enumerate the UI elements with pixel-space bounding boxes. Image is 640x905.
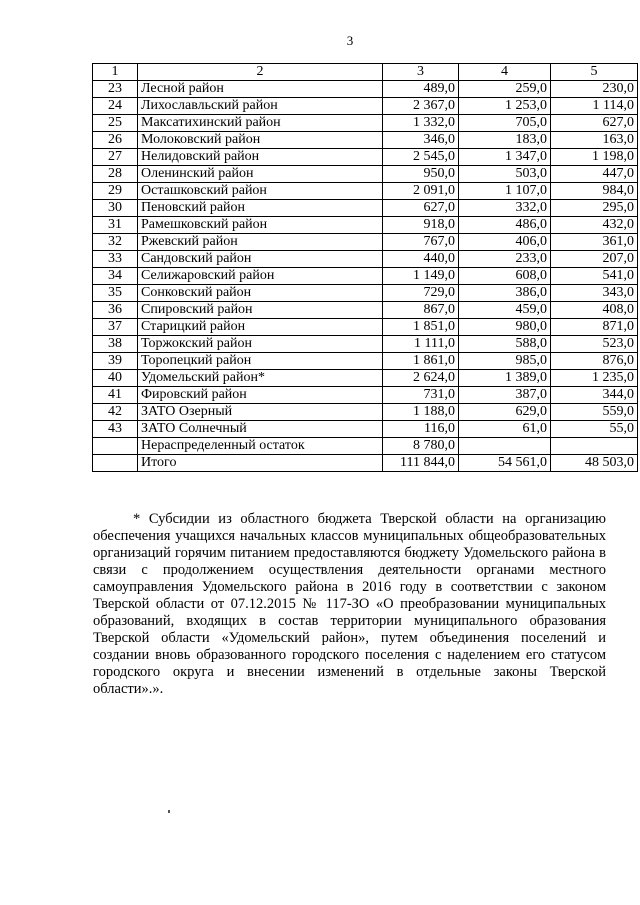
cell-district-name: Оленинский район: [138, 166, 383, 183]
table-row: [93, 149, 638, 166]
table-header-row: [93, 64, 638, 81]
cell-total-amount: 918,0: [383, 217, 459, 234]
cell-row-number: 30: [93, 200, 138, 217]
cell-district-name: Торжокский район: [138, 336, 383, 353]
cell-amount-2016: 629,0: [459, 404, 551, 421]
cell-amount-2016: 980,0: [459, 319, 551, 336]
cell-row-number: 43: [93, 421, 138, 438]
cell-total-amount: 2 545,0: [383, 149, 459, 166]
table-row: [93, 183, 638, 200]
table-row: [93, 285, 638, 302]
cell-district-name: ЗАТО Озерный: [138, 404, 383, 421]
cell-amount-2017: 163,0: [551, 132, 638, 149]
cell-total-amount: 346,0: [383, 132, 459, 149]
cell-row-number: 28: [93, 166, 138, 183]
cell-row-number: 25: [93, 115, 138, 132]
cell-amount-2016: 406,0: [459, 234, 551, 251]
cell-amount-2016: 503,0: [459, 166, 551, 183]
cell-amount-2016: 459,0: [459, 302, 551, 319]
table-row: [93, 166, 638, 183]
cell-row-number: 39: [93, 353, 138, 370]
table-row: [93, 217, 638, 234]
header-cell-amount-2016: 4: [459, 64, 551, 81]
cell-total-amount: 1 111,0: [383, 336, 459, 353]
header-cell-amount-2017: 5: [551, 64, 638, 81]
cell-district-name: Молоковский район: [138, 132, 383, 149]
cell-amount-2017: 295,0: [551, 200, 638, 217]
cell-amount-2017: 1 235,0: [551, 370, 638, 387]
cell-total-amount: 2 091,0: [383, 183, 459, 200]
cell-amount-2017: 432,0: [551, 217, 638, 234]
cell-district-name: Торопецкий район: [138, 353, 383, 370]
cell-district-name: Удомельский район*: [138, 370, 383, 387]
table-row: [93, 336, 638, 353]
cell-amount-2016: 259,0: [459, 81, 551, 98]
table-row: [93, 200, 638, 217]
cell-row-number: 34: [93, 268, 138, 285]
table-row: [93, 302, 638, 319]
cell-total-amount: 627,0: [383, 200, 459, 217]
cell-total-amount: 440,0: [383, 251, 459, 268]
table-row: [93, 421, 638, 438]
cell-row-number: 37: [93, 319, 138, 336]
cell-amount-2017: 207,0: [551, 251, 638, 268]
cell-amount-2017: 559,0: [551, 404, 638, 421]
cell-amount-2016: 233,0: [459, 251, 551, 268]
cell-district-name: Сонковский район: [138, 285, 383, 302]
cell-amount-2016: [459, 438, 551, 455]
cell-row-number: 40: [93, 370, 138, 387]
cell-total-amount: 1 851,0: [383, 319, 459, 336]
cell-district-name: ЗАТО Солнечный: [138, 421, 383, 438]
cell-total-amount: 767,0: [383, 234, 459, 251]
cell-district-name: Селижаровский район: [138, 268, 383, 285]
table-row: [93, 115, 638, 132]
cell-amount-2017: 1 114,0: [551, 98, 638, 115]
cell-amount-2017: 48 503,0: [551, 455, 638, 472]
cell-total-amount: 111 844,0: [383, 455, 459, 472]
cell-amount-2016: 386,0: [459, 285, 551, 302]
cell-district-name: Фировский район: [138, 387, 383, 404]
cell-total-amount: 1 188,0: [383, 404, 459, 421]
cell-district-name: Нелидовский район: [138, 149, 383, 166]
cell-row-number: 33: [93, 251, 138, 268]
cell-amount-2017: 523,0: [551, 336, 638, 353]
cell-amount-2017: 876,0: [551, 353, 638, 370]
cell-amount-2017: 344,0: [551, 387, 638, 404]
cell-amount-2017: 871,0: [551, 319, 638, 336]
table-row: [93, 370, 638, 387]
header-cell-district-name: 2: [138, 64, 383, 81]
table-row: [93, 455, 638, 472]
table-row: [93, 319, 638, 336]
cell-total-amount: 731,0: [383, 387, 459, 404]
table-row: [93, 387, 638, 404]
cell-district-name: Рамешковский район: [138, 217, 383, 234]
cell-total-amount: 1 861,0: [383, 353, 459, 370]
cell-amount-2016: 1 389,0: [459, 370, 551, 387]
cell-total-amount: 729,0: [383, 285, 459, 302]
cell-row-number: 27: [93, 149, 138, 166]
cell-row-number: 36: [93, 302, 138, 319]
cell-total-amount: 2 367,0: [383, 98, 459, 115]
cell-total-amount: 1 332,0: [383, 115, 459, 132]
cell-amount-2016: 183,0: [459, 132, 551, 149]
cell-amount-2017: 230,0: [551, 81, 638, 98]
cell-total-amount: 950,0: [383, 166, 459, 183]
cell-amount-2016: 608,0: [459, 268, 551, 285]
cell-amount-2016: 1 347,0: [459, 149, 551, 166]
cell-amount-2017: 984,0: [551, 183, 638, 200]
cell-district-name: Лесной район: [138, 81, 383, 98]
cell-amount-2016: 1 107,0: [459, 183, 551, 200]
cell-amount-2016: 61,0: [459, 421, 551, 438]
cell-row-number: 29: [93, 183, 138, 200]
cell-amount-2016: 1 253,0: [459, 98, 551, 115]
footnote: [93, 511, 606, 698]
cell-total-amount: 1 149,0: [383, 268, 459, 285]
table-row: [93, 98, 638, 115]
cell-district-name: Пеновский район: [138, 200, 383, 217]
cell-district-name: Ржевский район: [138, 234, 383, 251]
cell-row-number: 42: [93, 404, 138, 421]
table-row: [93, 268, 638, 285]
header-cell-total-amount: 3: [383, 64, 459, 81]
header-cell-row-number: 1: [93, 64, 138, 81]
cell-row-number: 23: [93, 81, 138, 98]
cell-amount-2017: 361,0: [551, 234, 638, 251]
cell-district-name: Лихославльский район: [138, 98, 383, 115]
cell-total-amount: 8 780,0: [383, 438, 459, 455]
cell-amount-2017: [551, 438, 638, 455]
cell-district-name: Нераспределенный остаток: [138, 438, 383, 455]
cell-amount-2017: 1 198,0: [551, 149, 638, 166]
cell-row-number: 41: [93, 387, 138, 404]
table-row: [93, 353, 638, 370]
cell-amount-2017: 541,0: [551, 268, 638, 285]
cell-amount-2017: 55,0: [551, 421, 638, 438]
cell-row-number: [93, 438, 138, 455]
cell-district-name: Сандовский район: [138, 251, 383, 268]
cell-district-name: Итого: [138, 455, 383, 472]
cell-amount-2017: 408,0: [551, 302, 638, 319]
cell-row-number: 31: [93, 217, 138, 234]
cell-amount-2017: 627,0: [551, 115, 638, 132]
cell-row-number: 24: [93, 98, 138, 115]
cell-amount-2016: 588,0: [459, 336, 551, 353]
page-number: 3: [346, 33, 354, 48]
table-row: [93, 234, 638, 251]
cell-district-name: Спировский район: [138, 302, 383, 319]
table-row: [93, 251, 638, 268]
cell-total-amount: 116,0: [383, 421, 459, 438]
scan-speck: [168, 810, 170, 813]
cell-district-name: Максатихинский район: [138, 115, 383, 132]
cell-district-name: Осташковский район: [138, 183, 383, 200]
cell-row-number: 35: [93, 285, 138, 302]
subsidy-table: [92, 63, 638, 472]
cell-row-number: 38: [93, 336, 138, 353]
table-row: [93, 132, 638, 149]
cell-amount-2016: 54 561,0: [459, 455, 551, 472]
footnote-text: * Субсидии из областного бюджета Тверской области на организацию обеспечения учащихся начальных классов муниципальных общеобразовательных организаций горячим питанием предоставляются бюджету Удомельского района в связи с продолжением осуществления деятельности органами местного самоуправления Удомельского района в 2016 году в соответствии с законом Тверской области от 07.12.2015 № 117-ЗО «О преобразовании муниципальных образований, входящих в состав территории муниципального образования Тверской области «Удомельский район», путем объединения поселений и создании вновь образованного городского поселения с наделением его статусом городского округа и внесении изменений в отдельные законы Тверской области».».: [93, 511, 606, 697]
table-row: [93, 81, 638, 98]
table-row: [93, 438, 638, 455]
cell-amount-2017: 447,0: [551, 166, 638, 183]
cell-amount-2017: 343,0: [551, 285, 638, 302]
cell-amount-2016: 332,0: [459, 200, 551, 217]
cell-row-number: [93, 455, 138, 472]
cell-total-amount: 2 624,0: [383, 370, 459, 387]
cell-total-amount: 867,0: [383, 302, 459, 319]
table-row: [93, 404, 638, 421]
cell-amount-2016: 486,0: [459, 217, 551, 234]
cell-amount-2016: 387,0: [459, 387, 551, 404]
cell-amount-2016: 985,0: [459, 353, 551, 370]
cell-row-number: 32: [93, 234, 138, 251]
cell-total-amount: 489,0: [383, 81, 459, 98]
cell-district-name: Старицкий район: [138, 319, 383, 336]
cell-row-number: 26: [93, 132, 138, 149]
cell-amount-2016: 705,0: [459, 115, 551, 132]
